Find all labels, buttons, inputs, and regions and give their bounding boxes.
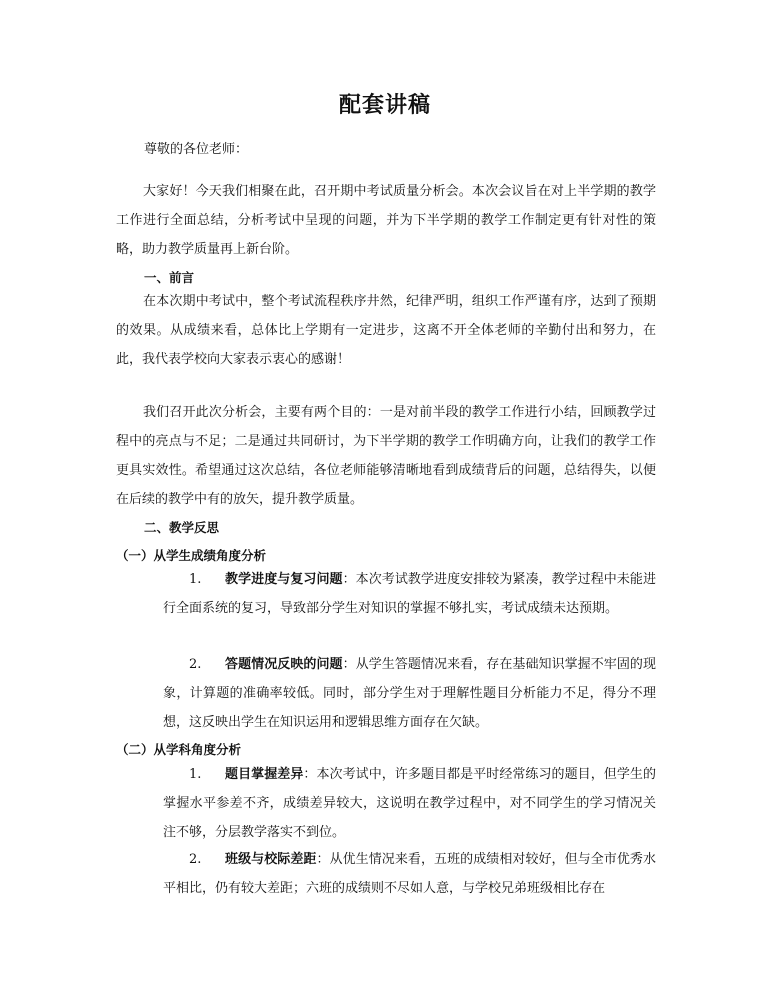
list-item-text: ：本次考试中，许多题目都是平时经常练习的题目，但学生的掌握水平参差不齐，成绩差异较大，这说明在教学过程中，对不同学生的学习情况关注不够，分层教学落实不到位。 xyxy=(163,767,656,840)
list-item xyxy=(163,565,656,623)
list-item-label: 答题情况反映的问题 xyxy=(225,657,343,672)
section-heading-preface: 一、前言 xyxy=(144,270,195,285)
subsection-heading-scores: （一）从学生成绩角度分析 xyxy=(116,548,267,563)
list-item-label: 教学进度与复习问题 xyxy=(225,572,343,587)
list-number: 2. xyxy=(189,852,202,867)
subsection-heading-subject: （二）从学科角度分析 xyxy=(116,742,242,757)
preface-paragraph-1: 在本次期中考试中，整个考试流程秩序井然，纪律严明，组织工作严谨有序，达到了预期的效果。从成绩来看，总体比上学期有一定进步，这离不开全体老师的辛勤付出和努力，在此，我代表学校向大家表示衷心的感谢！ xyxy=(116,294,656,367)
list-item-label: 班级与校际差距 xyxy=(225,852,317,867)
salutation: 尊敬的各位老师： xyxy=(144,142,249,157)
list-number: 1. xyxy=(189,572,202,587)
list-item xyxy=(163,760,656,847)
preface-paragraph-2: 我们召开此次分析会，主要有两个目的：一是对前半段的教学工作进行小结，回顾教学过程中的亮点与不足；二是通过共同研讨，为下半学期的教学工作明确方向，让我们的教学工作更具实效性。希望通过这次总结，各位老师能够清晰地看到成绩背后的问题，总结得失，以便在后续的教学中有的放矢，提升教学质量。 xyxy=(116,405,656,507)
intro-paragraph: 大家好！今天我们相聚在此，召开期中考试质量分析会。本次会议旨在对上半学期的教学工作进行全面总结，分析考试中呈现的问题，并为下半学期的教学工作制定更有针对性的策略，助力教学质量再上新台阶。 xyxy=(116,184,656,257)
section-heading-reflection: 二、教学反思 xyxy=(144,520,220,535)
list-number: 1. xyxy=(189,767,202,782)
document-title: 配套讲稿 xyxy=(338,92,431,118)
list-item-label: 题目掌握差异 xyxy=(225,767,304,782)
list-item-text: ：从学生答题情况来看，存在基础知识掌握不牢固的现象，计算题的准确率较低。同时，部分学生对于理解性题目分析能力不足，得分不理想，这反映出学生在知识运用和逻辑思维方面存在欠缺。 xyxy=(163,657,656,730)
list-item-text: ：从优生情况来看，五班的成绩相对较好，但与全市优秀水平相比，仍有较大差距；六班的成绩则不尽如人意，与学校兄弟班级相比存在 xyxy=(163,852,656,896)
list-item-text: ：本次考试教学进度安排较为紧凑，教学过程中未能进行全面系统的复习，导致部分学生对知识的掌握不够扎实，考试成绩未达预期。 xyxy=(163,572,656,616)
list-item xyxy=(163,845,656,903)
list-number: 2. xyxy=(189,657,202,672)
list-item xyxy=(163,650,656,737)
